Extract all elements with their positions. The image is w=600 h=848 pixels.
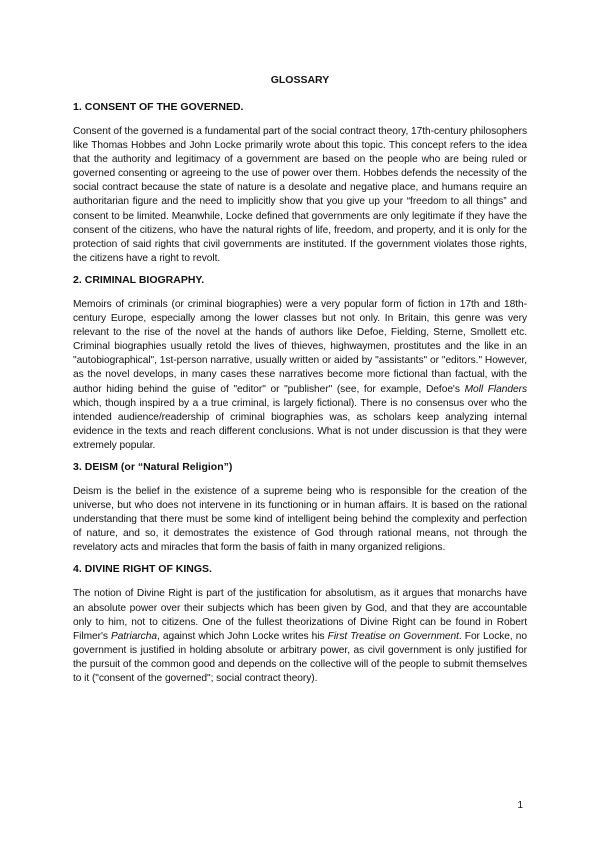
- page-title: GLOSSARY: [270, 74, 330, 86]
- body-text: . For Locke, no government is justified in holding absolute or arbitrary power, as civil government is only justified for the pursuit of the common good and depends on the collective will of the people to submit themselves to it ("consent of the governed"; social contract theory).: [73, 630, 528, 684]
- section-heading: [73, 563, 527, 576]
- section-body: [73, 587, 527, 686]
- book-title-moll-flanders: Moll Flanders: [464, 383, 527, 395]
- section-consent: [73, 101, 527, 266]
- section-number: 3.: [73, 460, 82, 473]
- section-deism: [73, 461, 527, 555]
- section-heading: [73, 461, 527, 474]
- section-heading: [73, 274, 527, 287]
- book-title-patriarcha: Patriarcha: [111, 630, 157, 642]
- page-number: 1: [517, 800, 523, 811]
- section-criminal-biography: [73, 274, 527, 453]
- section-title: DEISM (or “Natural Religion”): [84, 460, 233, 473]
- document-page: [73, 74, 527, 694]
- section-body: Deism is the belief in the existence of a supreme being who is responsible for the creation of the universe, but who does not intervene in its functioning or in human affairs. It is based on the rational understanding that there must be some kind of intelligent being behind the complexity and perfection of nature, and so, it demostrates the existence of God through rational means, not through the revelatory acts and miracles that form the basis of faith in many organized religions.: [73, 485, 527, 554]
- body-text: which, though inspired by a a true criminal, is largely fictional). There is no consensus over who the intended audience/readership of criminal biographies was, as scholars keep analyzing internal evidence in the texts and reach different conclusions. What is not under discussion is that they were extremely popular.: [73, 397, 527, 451]
- section-title: CRIMINAL BIOGRAPHY.: [84, 273, 205, 286]
- section-heading: [73, 101, 527, 114]
- book-title-first-treatise: First Treatise on Government: [327, 630, 459, 642]
- section-number: 4.: [73, 563, 82, 576]
- body-text: Memoirs of criminals (or criminal biographies) were a very popular form of fiction in 17th and 18th-century Europe, especially among the lower classes but not only. In Britain, this genre was very relevant to the rise of the novel at the hands of authors like Defoe, Fielding, Sterne, Smollett etc. Criminal biographies usually retold the lives of thieves, highwaymen, prostitutes and the like in an "autobiographical", 1st-person narrative, usually written or aided by "assistants" or "editors." However, as the novel develops, in many cases these narratives become more fictional than factual, with the author hiding behind the guise of "editor" or "publisher" (see, for example, Defoe's: [73, 298, 527, 395]
- section-number: 1.: [73, 101, 82, 113]
- section-body: Consent of the governed is a fundamental part of the social contract theory, 17th-century philosophers like Thomas Hobbes and John Locke primarily wrote about this topic. This concept refers to the idea that the authority and legitimacy of a government are based on the people who are being ruled or governed consenting or agreeing to the use of power over them. Hobbes defends the necessity of the social contract because the state of nature is a desolate and negative place, and humans require an authoritarian figure and the need to implicitly show that you give up your “freedom to all things” and consent to be limited. Meanwhile, Locke defined that governments are only legitimate if they have the consent of the citizens, who have the natural rights of life, freedom, and property, and it is only for the protection of said rights that civil governments are instituted. If the government violates those rights, the citizens have a right to revolt.: [73, 126, 527, 264]
- body-text: , against which John Locke writes his: [156, 630, 328, 642]
- body-text: The notion of Divine Right is part of the justification for absolutism, as it argues that monarchs have an absolute power over their subjects which has been given by God, and that they are accountable only to him, not to citizens. One of the fullest theorizations of Divine Right can be found in Robert Filmer's: [73, 588, 527, 642]
- section-number: 2.: [73, 273, 82, 286]
- section-title: CONSENT OF THE GOVERNED.: [84, 101, 244, 113]
- section-title: DIVINE RIGHT OF KINGS.: [84, 563, 212, 576]
- section-divine-right: [73, 563, 527, 686]
- section-body: [73, 298, 527, 453]
